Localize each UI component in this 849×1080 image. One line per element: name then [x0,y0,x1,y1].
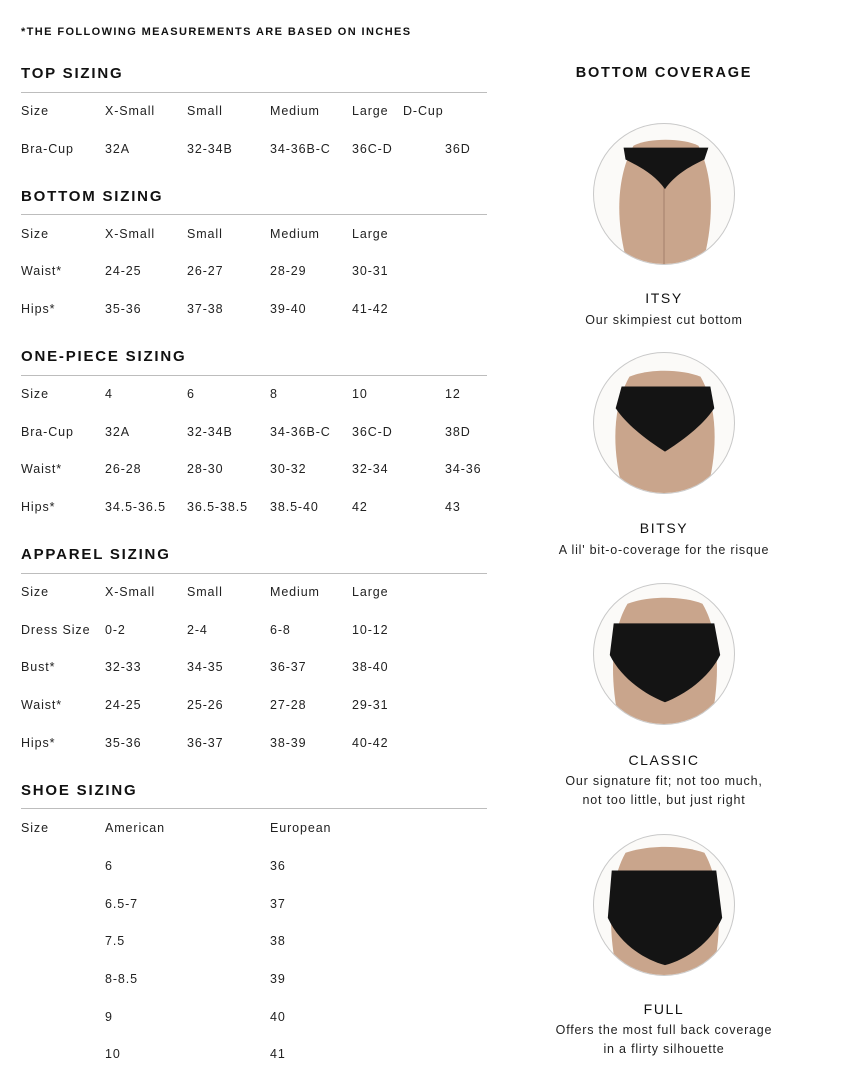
header-cell: Size [21,104,49,118]
table-cell: 24-25 [105,264,142,278]
row-label: Hips* [21,500,56,514]
header-cell: 6 [187,387,195,401]
table-cell: 32-34B [187,142,233,156]
one-piece-sizing-title: ONE-PIECE SIZING [21,348,187,365]
table-cell: 36C-D [352,142,393,156]
header-cell: Small [187,585,223,599]
table-cell: 32A [105,425,130,439]
header-cell: Medium [270,585,320,599]
table-cell: 32-33 [105,660,142,674]
measurement-note: *THE FOLLOWING MEASUREMENTS ARE BASED ON INCHES [21,26,412,38]
table-row [0,302,500,318]
table-cell: 10-12 [352,623,389,637]
apparel-sizing-divider [21,573,487,574]
one-piece-sizing-divider [21,375,487,376]
shoe-sizing-header-row [0,821,500,837]
table-cell: 30-32 [270,462,307,476]
style-name-full: FULL [643,1001,685,1017]
header-cell: X-Small [105,585,156,599]
table-cell: 34.5-36.5 [105,500,166,514]
table-row [0,1047,500,1063]
table-cell: 38-40 [352,660,389,674]
style-name-itsy: ITSY [645,290,683,306]
table-cell: 32-34 [352,462,389,476]
table-cell: 32-34B [187,425,233,439]
table-cell: 34-35 [187,660,224,674]
style-name-bitsy: BITSY [639,520,689,536]
table-cell: 36-37 [270,660,307,674]
table-cell: 9 [105,1010,113,1024]
table-cell: 0-2 [105,623,126,637]
header-cell: D-Cup [403,104,444,118]
table-cell: 34-36B-C [270,425,331,439]
table-cell: 6.5-7 [105,897,138,911]
header-cell: Large [352,585,389,599]
table-row [0,934,500,950]
table-cell: 41 [270,1047,286,1061]
table-cell: 36-37 [187,736,224,750]
top-sizing-divider [21,92,487,93]
table-cell: 32A [105,142,130,156]
row-label: Bra-Cup [21,425,74,439]
style-desc-classic-line-1: Our signature fit; not too much, [565,774,763,788]
table-cell: 27-28 [270,698,307,712]
table-cell: 36D [445,142,471,156]
table-cell: 37 [270,897,286,911]
table-cell: 38.5-40 [270,500,319,514]
row-label: Hips* [21,302,56,316]
table-cell: 42 [352,500,368,514]
table-cell: 28-30 [187,462,224,476]
row-label: Bust* [21,660,56,674]
header-cell: Size [21,227,49,241]
table-row [0,142,500,158]
apparel-sizing-title: APPAREL SIZING [21,546,171,563]
header-cell: X-Small [105,227,156,241]
table-cell: 34-36 [445,462,482,476]
row-label: Waist* [21,698,63,712]
bottom-sizing-divider [21,214,487,215]
table-cell: 38 [270,934,286,948]
table-cell: 28-29 [270,264,307,278]
shoe-sizing-divider [21,808,487,809]
header-cell: Large [352,227,389,241]
row-label: Hips* [21,736,56,750]
table-cell: 2-4 [187,623,208,637]
bitsy-bottom-photo [593,352,735,494]
top-sizing-title: TOP SIZING [21,65,124,82]
header-cell: European [270,821,332,835]
table-row [0,660,500,676]
table-cell: 40-42 [352,736,389,750]
header-cell: 12 [445,387,461,401]
table-cell: 40 [270,1010,286,1024]
row-label: Bra-Cup [21,142,74,156]
table-cell: 34-36B-C [270,142,331,156]
table-cell: 38-39 [270,736,307,750]
table-row [0,736,500,752]
top-sizing-header-row [0,104,500,120]
row-label: Waist* [21,462,63,476]
table-cell: 10 [105,1047,121,1061]
row-label: Waist* [21,264,63,278]
table-row [0,462,500,478]
table-cell: 37-38 [187,302,224,316]
table-cell: 39-40 [270,302,307,316]
header-cell: Small [187,227,223,241]
table-row [0,897,500,913]
one-piece-sizing-header-row [0,387,500,403]
style-desc-full-line-1: Offers the most full back coverage [555,1023,773,1037]
table-cell: 43 [445,500,461,514]
header-cell: American [105,821,165,835]
table-cell: 6-8 [270,623,291,637]
table-cell: 36C-D [352,425,393,439]
bottom-sizing-header-row [0,227,500,243]
style-desc-full-line-2: in a flirty silhouette [603,1042,725,1056]
header-cell: X-Small [105,104,156,118]
table-cell: 36 [270,859,286,873]
table-row [0,500,500,516]
table-cell: 36.5-38.5 [187,500,248,514]
full-bottom-photo [593,834,735,976]
bottom-sizing-title: BOTTOM SIZING [21,188,164,205]
table-row [0,698,500,714]
table-cell: 6 [105,859,113,873]
table-cell: 24-25 [105,698,142,712]
header-cell: Small [187,104,223,118]
table-cell: 29-31 [352,698,389,712]
header-cell: Size [21,387,49,401]
shoe-sizing-title: SHOE SIZING [21,782,138,799]
table-cell: 25-26 [187,698,224,712]
table-cell: 35-36 [105,302,142,316]
table-row [0,425,500,441]
table-cell: 26-27 [187,264,224,278]
classic-bottom-photo [593,583,735,725]
style-desc-bitsy: A lil' bit-o-coverage for the risque [558,543,770,557]
table-cell: 26-28 [105,462,142,476]
table-cell: 39 [270,972,286,986]
header-cell: 8 [270,387,278,401]
table-row [0,972,500,988]
style-name-classic: CLASSIC [628,752,700,768]
table-row [0,623,500,639]
header-cell: Large [352,104,389,118]
table-cell: 30-31 [352,264,389,278]
table-cell: 8-8.5 [105,972,138,986]
table-row [0,859,500,875]
table-cell: 35-36 [105,736,142,750]
header-cell: Medium [270,104,320,118]
header-cell: Size [21,821,49,835]
itsy-bottom-photo [593,123,735,265]
style-desc-itsy: Our skimpiest cut bottom [585,313,743,327]
table-cell: 41-42 [352,302,389,316]
table-row [0,1010,500,1026]
header-cell: Medium [270,227,320,241]
header-cell: 10 [352,387,368,401]
header-cell: 4 [105,387,113,401]
bottom-coverage-title: BOTTOM COVERAGE [575,65,753,81]
style-desc-classic-line-2: not too little, but just right [582,793,746,807]
table-cell: 38D [445,425,471,439]
apparel-sizing-header-row [0,585,500,601]
table-row [0,264,500,280]
header-cell: Size [21,585,49,599]
table-cell: 7.5 [105,934,126,948]
row-label: Dress Size [21,623,91,637]
